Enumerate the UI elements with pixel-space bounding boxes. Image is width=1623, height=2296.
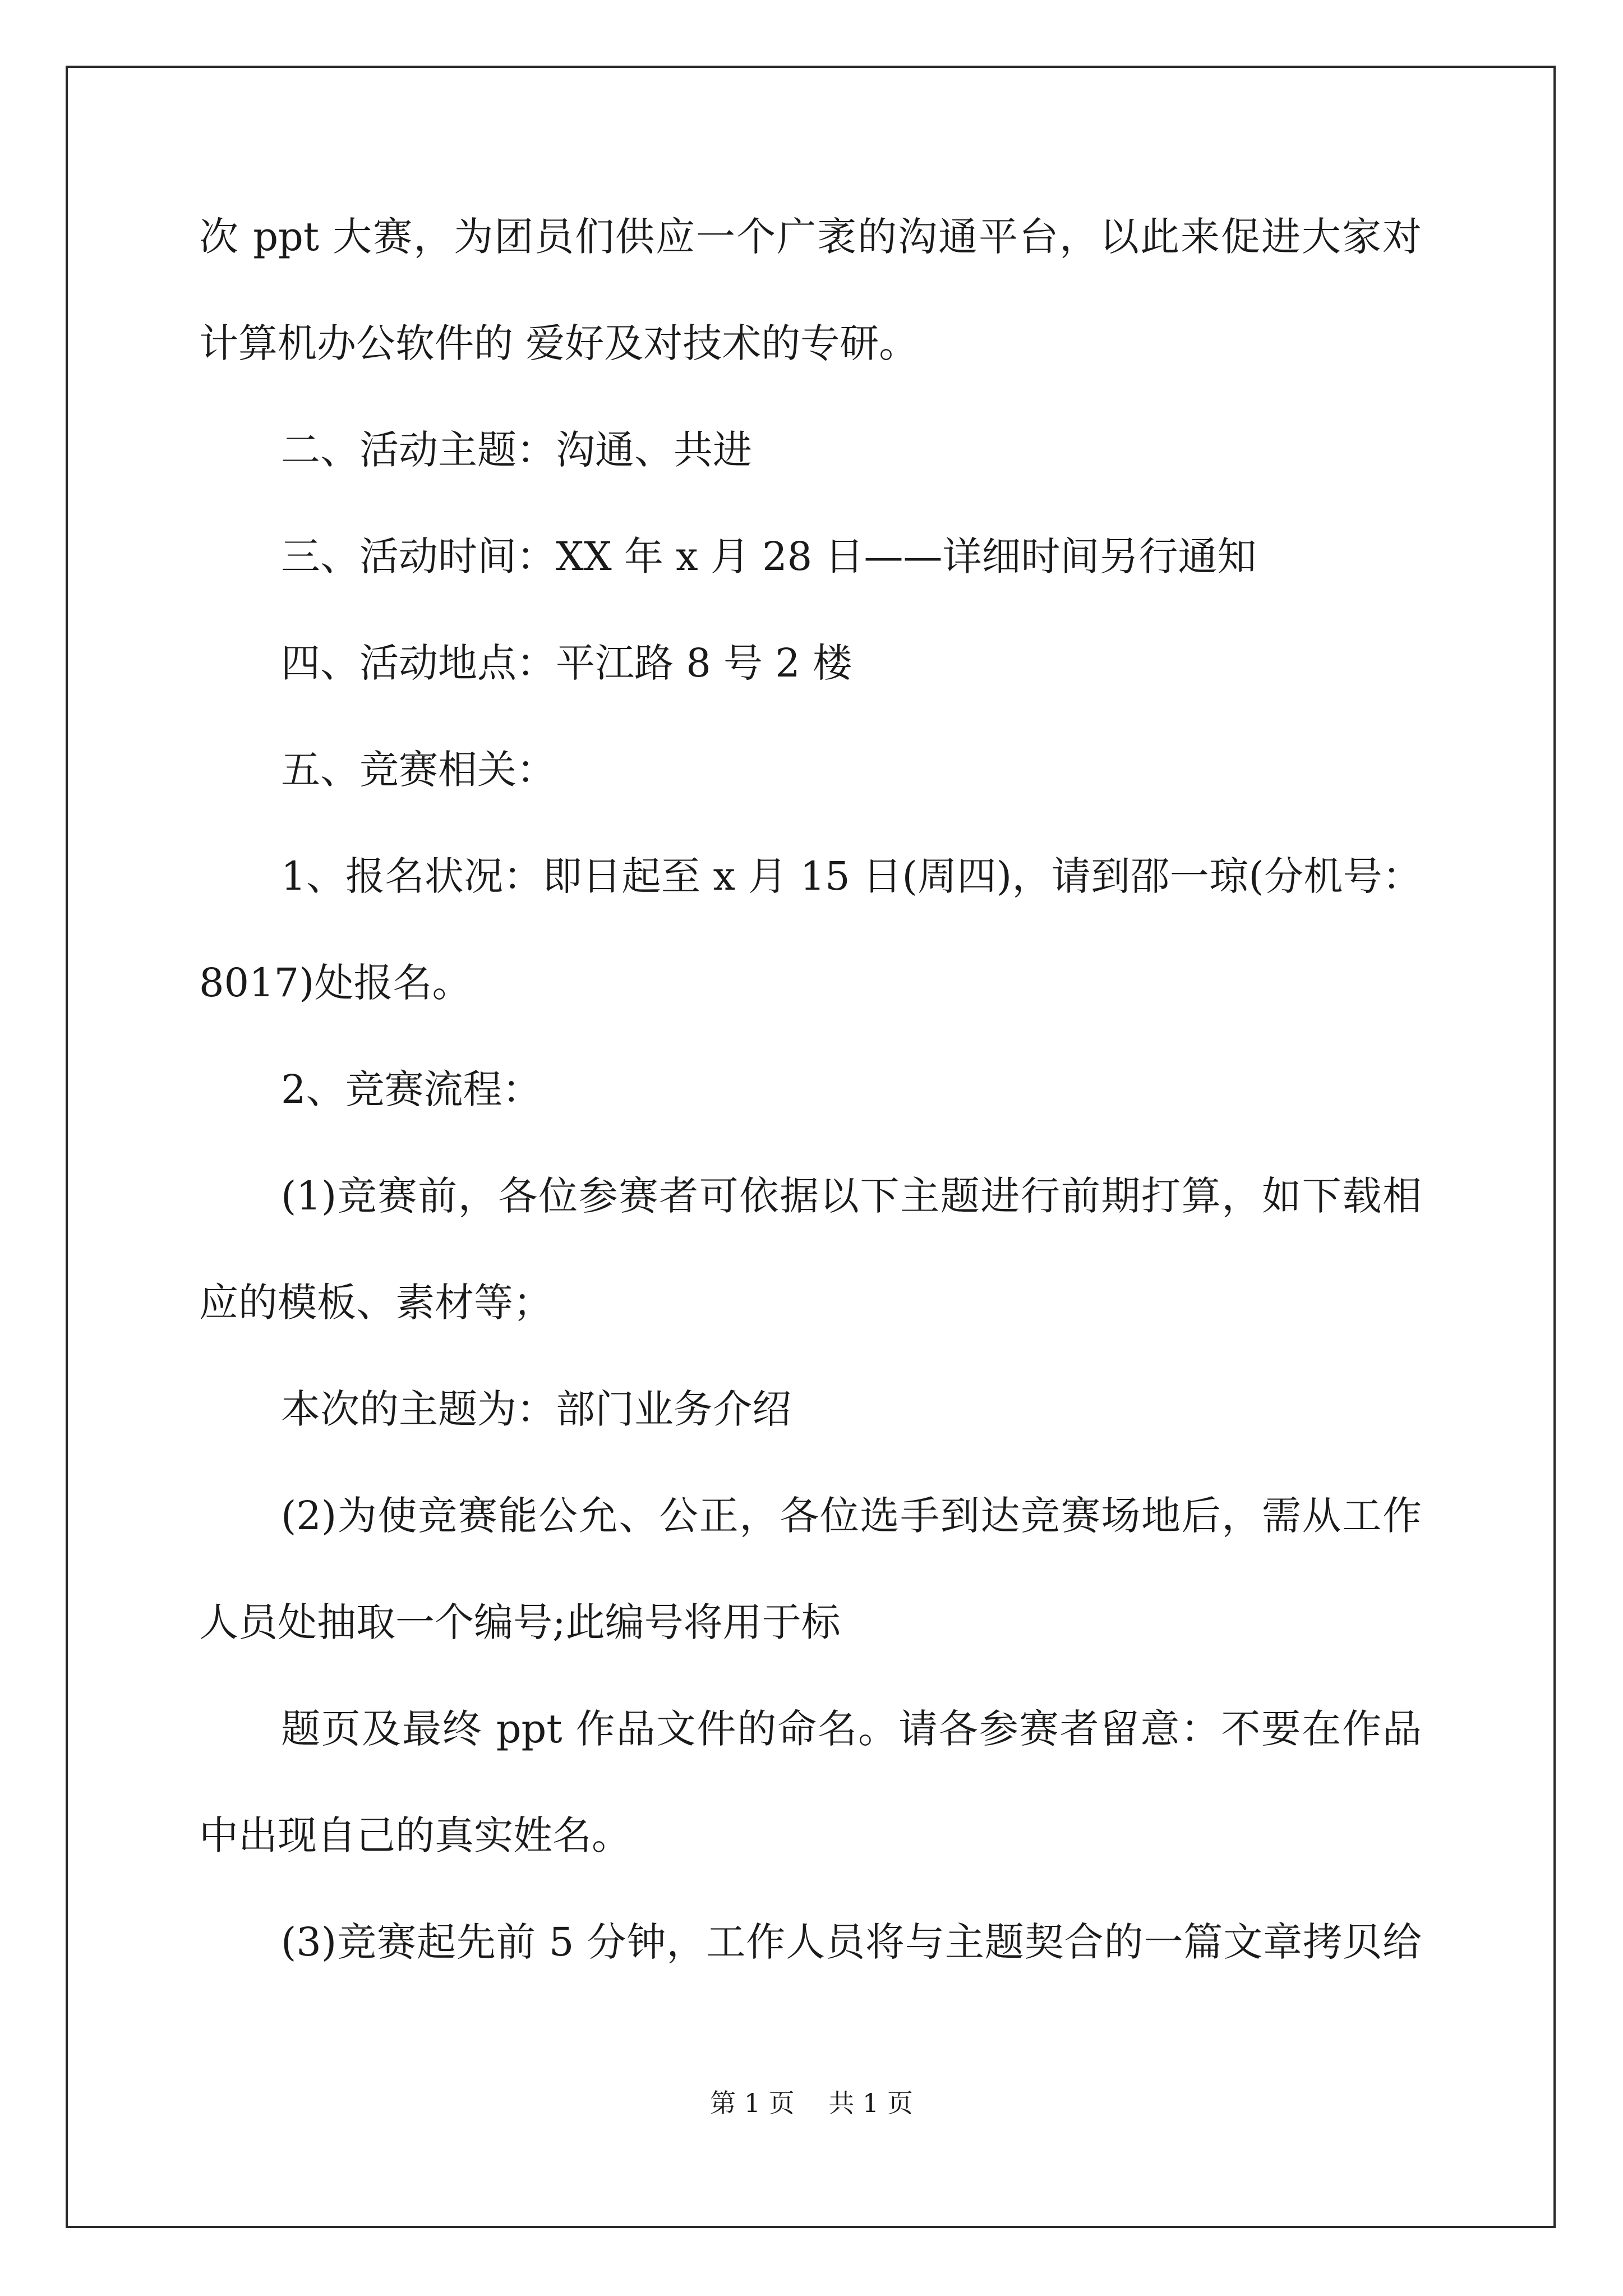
document-body bbox=[199, 214, 1422, 1965]
text-line: (1)竞赛前，各位参赛者可依据以下主题进行前期打算，如下载相 bbox=[281, 1173, 1422, 1219]
text-line: 2、竞赛流程： bbox=[281, 1066, 542, 1112]
text-line: 1、报名状况：即日起至 x 月 15 日(周四)，请到邵一琼(分机号： bbox=[281, 853, 1422, 899]
text-line: 8017)处报名。 bbox=[199, 960, 472, 1006]
text-line: 人员处抽取一个编号;此编号将用于标 bbox=[199, 1599, 841, 1645]
text-line: 五、竞赛相关： bbox=[281, 747, 556, 793]
page-total: 共 1 页 bbox=[828, 2088, 913, 2118]
text-line: 二、活动主题：沟通、共进 bbox=[281, 427, 752, 473]
text-line: (2)为使竞赛能公允、公正，各位选手到达竞赛场地后，需从工作 bbox=[281, 1493, 1422, 1539]
page-footer bbox=[0, 2089, 1623, 2117]
page-number: 第 1 页 bbox=[710, 2088, 795, 2118]
text-line: 计算机办公软件的 爱好及对技术的专研。 bbox=[199, 320, 919, 366]
text-line: 应的模板、素材等； bbox=[199, 1280, 552, 1326]
text-line: (3)竞赛起先前 5 分钟，工作人员将与主题契合的一篇文章拷贝给 bbox=[281, 1919, 1422, 1965]
text-line: 三、活动时间：XX 年 x 月 28 日——详细时间另行通知 bbox=[281, 533, 1257, 579]
text-line: 题页及最终 ppt 作品文件的命名。请各参赛者留意：不要在作品 bbox=[281, 1706, 1422, 1752]
text-line: 中出现自己的真实姓名。 bbox=[199, 1812, 631, 1858]
text-line: 次 ppt 大赛，为团员们供应一个广袤的沟通平台，以此来促进大家对 bbox=[199, 214, 1422, 260]
text-line: 本次的主题为：部门业务介绍 bbox=[281, 1386, 791, 1432]
text-line: 四、活动地点：平江路 8 号 2 楼 bbox=[281, 640, 852, 686]
